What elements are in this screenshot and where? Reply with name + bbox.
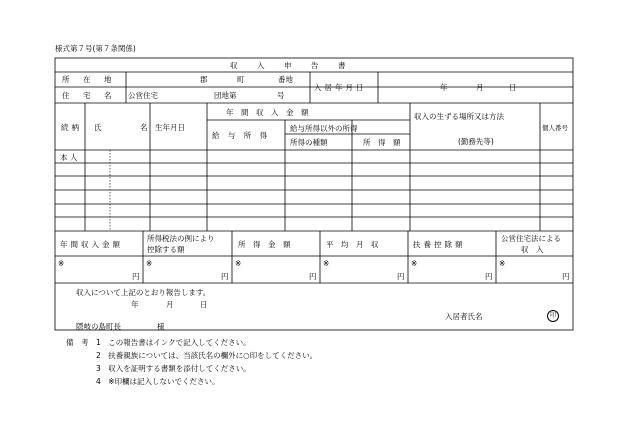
mark-income: ※ bbox=[235, 259, 242, 268]
form-title: 収 入 申 告 書 bbox=[230, 61, 352, 70]
move-in-year: 年 bbox=[440, 83, 448, 92]
yen-monthly: 円 bbox=[397, 272, 405, 281]
yen-income: 円 bbox=[309, 272, 317, 281]
header-name-left: 氏 bbox=[94, 123, 102, 132]
summary-dependent-deduction: 扶養控除額 bbox=[413, 240, 466, 249]
summary-monthly-avg: 平 均 月 収 bbox=[326, 240, 379, 249]
residence-go: 号 bbox=[277, 91, 285, 100]
mayor-sama: 様 bbox=[157, 322, 165, 331]
summary-deduction-2: 控除する額 bbox=[147, 245, 185, 254]
yen-public-housing: 円 bbox=[562, 272, 570, 281]
header-source: 収入の生ずる場所又は方法 bbox=[414, 112, 504, 121]
summary-deduction-1: 所得税法の例により bbox=[147, 234, 215, 243]
summary-public-housing-2: 収 入 bbox=[521, 245, 544, 254]
note-item-2: 2 扶養親族については、当該氏名の欄外に○印をしてください。 bbox=[96, 351, 318, 360]
declaration-month: 月 bbox=[166, 300, 174, 309]
move-in-month: 月 bbox=[476, 83, 484, 92]
summary-income-amount: 所 得 金 額 bbox=[238, 240, 291, 249]
note-item-3: 3 収入を証明する書類を添付してください。 bbox=[96, 364, 251, 373]
declaration-day: 日 bbox=[200, 300, 208, 309]
header-personal-no: 個人番号 bbox=[542, 124, 568, 132]
note-item-4: 4 ※印欄は記入しないでください。 bbox=[96, 377, 220, 386]
mark-deduction: ※ bbox=[146, 259, 153, 268]
address-cho: 町 bbox=[237, 75, 245, 84]
note-item-1: 1 この報告書はインクで記入してください。 bbox=[96, 338, 251, 347]
yen-dependent: 円 bbox=[485, 272, 493, 281]
header-name-right: 名 bbox=[140, 123, 148, 132]
form-number: 様式第７号(第７条関係) bbox=[55, 44, 136, 53]
yen-deduction: 円 bbox=[221, 272, 229, 281]
mark-public-housing: ※ bbox=[499, 259, 506, 268]
residence-kind: 公営住宅 bbox=[128, 91, 158, 100]
header-salary: 給 与 所 得 bbox=[212, 131, 271, 140]
header-birth: 生年月日 bbox=[155, 123, 185, 132]
mark-dependent: ※ bbox=[411, 259, 418, 268]
move-in-label: 入居年月日 bbox=[314, 83, 367, 92]
resident-name-label: 入居者氏名 bbox=[445, 312, 483, 321]
header-relation: 続柄 bbox=[61, 123, 82, 132]
residence-label: 住 宅 名 bbox=[62, 91, 115, 100]
seal-mark: 印 bbox=[547, 310, 559, 322]
address-gun: 郡 bbox=[200, 75, 208, 84]
mark-monthly: ※ bbox=[323, 259, 330, 268]
header-income-type: 所得の種類 bbox=[290, 138, 328, 147]
header-annual-income: 年 間 収 入 金 額 bbox=[226, 108, 309, 117]
mark-annual: ※ bbox=[58, 259, 65, 268]
address-banchi: 番地 bbox=[278, 75, 293, 84]
header-workplace: (勤務先等) bbox=[458, 137, 494, 146]
declaration-text: 収入について上記のとおり報告します。 bbox=[76, 288, 211, 297]
header-other-income: 給与所得以外の所得 bbox=[290, 124, 358, 133]
residence-danchi: 団地第 bbox=[214, 91, 237, 100]
declaration-year: 年 bbox=[131, 300, 139, 309]
address-label: 所 在 地 bbox=[62, 75, 115, 84]
yen-annual: 円 bbox=[132, 272, 140, 281]
mayor-label: 隠岐の島町長 bbox=[76, 322, 121, 331]
summary-public-housing-1: 公営住宅法による bbox=[501, 234, 561, 243]
header-income-amount: 所 得 額 bbox=[363, 138, 401, 147]
summary-annual-total: 年間収入金額 bbox=[60, 240, 123, 249]
move-in-day: 日 bbox=[509, 83, 517, 92]
notes-label: 備 考 bbox=[66, 338, 89, 347]
row-self: 本 人 bbox=[60, 153, 78, 162]
